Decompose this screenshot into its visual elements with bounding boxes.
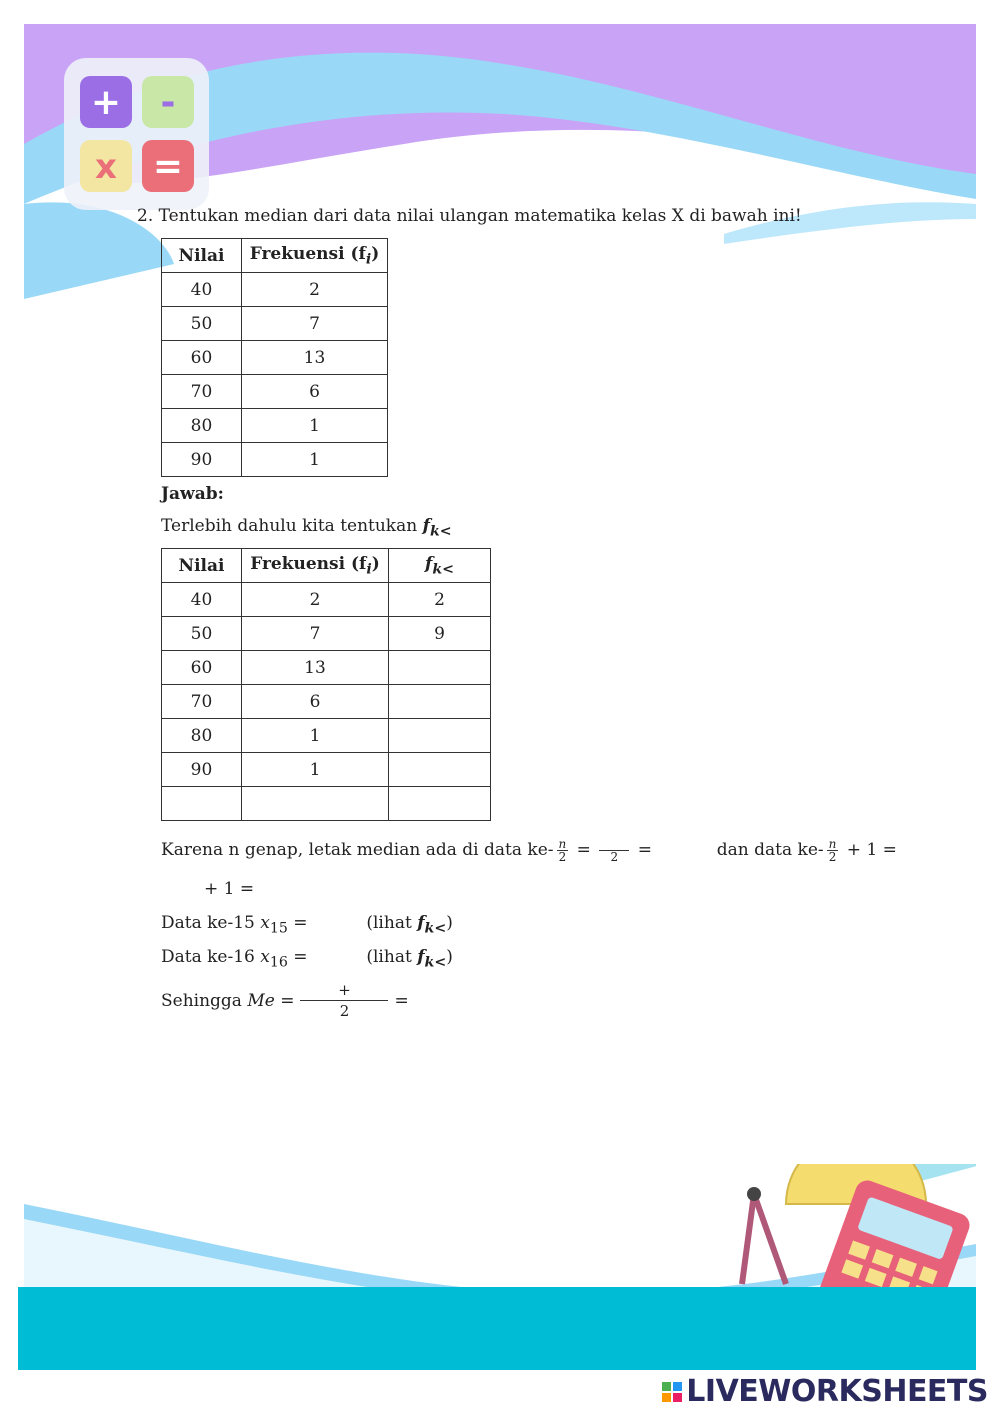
n-over-2-fraction bbox=[827, 838, 839, 863]
fk-symbol: f bbox=[417, 913, 425, 933]
table-row bbox=[162, 719, 491, 753]
question-number: 2. bbox=[137, 206, 154, 226]
median-line-mid: dan data ke- bbox=[716, 840, 824, 860]
table-row bbox=[162, 409, 388, 443]
table-cell: 2 bbox=[389, 583, 491, 617]
table-cell: 9 bbox=[389, 617, 491, 651]
column-header-frekuensi bbox=[242, 239, 388, 273]
frekuensi-label: Frekuensi (f bbox=[249, 243, 366, 264]
data-table bbox=[161, 238, 388, 477]
fk-subscript: k< bbox=[432, 561, 454, 578]
column-header-frekuensi bbox=[242, 549, 389, 583]
table-cell: 1 bbox=[242, 753, 389, 787]
question-line bbox=[137, 206, 802, 226]
table-row bbox=[162, 617, 491, 651]
frekuensi-close: ) bbox=[371, 553, 380, 574]
svg-text:-: - bbox=[160, 82, 176, 123]
fraction-denominator: 2 bbox=[558, 850, 567, 864]
table-cell: 7 bbox=[242, 307, 388, 341]
close-paren: ) bbox=[446, 913, 453, 933]
table-row bbox=[162, 341, 388, 375]
table-row bbox=[162, 443, 388, 477]
data-16-line bbox=[161, 947, 453, 970]
table-cell[interactable] bbox=[162, 787, 242, 821]
table-cell: 13 bbox=[242, 651, 389, 685]
table-cell: 1 bbox=[242, 719, 389, 753]
math-operators-icon bbox=[64, 58, 209, 210]
answer-intro-text: Terlebih dahulu kita tentukan bbox=[161, 516, 418, 536]
table-cell: 6 bbox=[242, 685, 389, 719]
median-line-prefix: Karena n genap, letak median ada di data ke- bbox=[161, 840, 554, 860]
table-cell: 80 bbox=[162, 719, 242, 753]
table-cell[interactable] bbox=[389, 719, 491, 753]
frekuensi-subscript: i bbox=[365, 251, 372, 268]
fraction-denominator: 2 bbox=[610, 850, 619, 864]
table-cell: 2 bbox=[242, 583, 389, 617]
table-cell: 70 bbox=[162, 375, 242, 409]
x-subscript-16: 16 bbox=[269, 954, 288, 971]
table-cell: 7 bbox=[242, 617, 389, 651]
frekuensi-label: Frekuensi (f bbox=[250, 553, 367, 574]
answer-intro bbox=[161, 516, 452, 539]
data-16-label: Data ke-16 bbox=[161, 947, 255, 967]
table-header-row bbox=[162, 239, 388, 273]
svg-text:=: = bbox=[152, 146, 184, 187]
table-cell: 90 bbox=[162, 443, 242, 477]
column-header-nilai: Nilai bbox=[162, 549, 242, 583]
equals-sign: = bbox=[394, 990, 409, 1011]
fk-subscript: k< bbox=[424, 920, 447, 937]
table-row bbox=[162, 273, 388, 307]
table-header-row bbox=[162, 549, 491, 583]
table-cell[interactable] bbox=[389, 787, 491, 821]
table-cell: 40 bbox=[162, 273, 242, 307]
table-row bbox=[162, 753, 491, 787]
table-cell: 80 bbox=[162, 409, 242, 443]
n-over-2-fraction bbox=[557, 838, 569, 863]
table-row bbox=[162, 787, 491, 821]
table-row bbox=[162, 685, 491, 719]
data-15-line bbox=[161, 913, 453, 936]
footer-bar bbox=[18, 1287, 976, 1370]
table-row bbox=[162, 375, 388, 409]
table-cell[interactable] bbox=[389, 651, 491, 685]
table-cell: 70 bbox=[162, 685, 242, 719]
frekuensi-close: ) bbox=[371, 243, 380, 264]
lihat-label: (lihat bbox=[366, 947, 412, 967]
fraction-numerator: n bbox=[828, 837, 837, 851]
table-cell[interactable] bbox=[242, 787, 389, 821]
table-cell: 2 bbox=[242, 273, 388, 307]
x-symbol: x bbox=[260, 947, 270, 967]
fk-symbol: f bbox=[422, 516, 430, 536]
table-cell: 1 bbox=[242, 443, 388, 477]
table-cell: 1 bbox=[242, 409, 388, 443]
brand-name: LIVEWORKSHEETS bbox=[686, 1374, 988, 1409]
fk-subscript: k< bbox=[424, 954, 447, 971]
equals-sign: = bbox=[293, 947, 308, 967]
table-row bbox=[162, 583, 491, 617]
table-row bbox=[162, 651, 491, 685]
median-result-line bbox=[161, 980, 409, 1021]
fk-subscript: k< bbox=[429, 523, 452, 540]
frekuensi-subscript: i bbox=[366, 561, 372, 578]
table-cell[interactable] bbox=[389, 753, 491, 787]
median-denominator: 2 bbox=[339, 1002, 350, 1020]
svg-text:x: x bbox=[95, 147, 117, 187]
plus-one-equals: + 1 = bbox=[846, 840, 897, 860]
brand-logo[interactable] bbox=[662, 1374, 988, 1409]
table-cell: 6 bbox=[242, 375, 388, 409]
equals-sign: = bbox=[576, 840, 591, 860]
column-header-nilai: Nilai bbox=[162, 239, 242, 273]
fk-symbol: f bbox=[417, 947, 425, 967]
table-cell: 60 bbox=[162, 651, 242, 685]
fraction-denominator: 2 bbox=[828, 850, 837, 864]
fraction-numerator: n bbox=[558, 837, 567, 851]
cumulative-table bbox=[161, 548, 491, 821]
svg-text:+: + bbox=[90, 82, 122, 123]
brand-grid-icon bbox=[662, 1382, 682, 1402]
x-symbol: x bbox=[260, 913, 270, 933]
table-cell: 13 bbox=[242, 341, 388, 375]
answer-label: Jawab: bbox=[161, 484, 224, 504]
column-header-fk bbox=[389, 549, 491, 583]
me-symbol: Me bbox=[247, 990, 275, 1011]
table-cell: 60 bbox=[162, 341, 242, 375]
table-cell[interactable] bbox=[389, 685, 491, 719]
x-subscript-15: 15 bbox=[269, 920, 288, 937]
question-text: Tentukan median dari data nilai ulangan matematika kelas X di bawah ini! bbox=[158, 206, 802, 226]
median-numerator: + bbox=[300, 980, 388, 1001]
median-fraction bbox=[300, 980, 388, 1021]
table-cell: 40 bbox=[162, 583, 242, 617]
table-cell: 50 bbox=[162, 307, 242, 341]
median-position-line bbox=[161, 838, 897, 863]
table-row bbox=[162, 307, 388, 341]
table-cell: 90 bbox=[162, 753, 242, 787]
plus-one-line: + 1 = bbox=[204, 879, 255, 899]
equals-sign: = bbox=[280, 990, 295, 1011]
equals-sign: = bbox=[637, 840, 652, 860]
close-paren: ) bbox=[446, 947, 453, 967]
data-15-label: Data ke-15 bbox=[161, 913, 255, 933]
sehingga-label: Sehingga bbox=[161, 990, 242, 1011]
lihat-label: (lihat bbox=[366, 913, 412, 933]
table-cell: 50 bbox=[162, 617, 242, 651]
equals-sign: = bbox=[293, 913, 308, 933]
fk-symbol: f bbox=[425, 553, 433, 574]
blank-fraction[interactable] bbox=[599, 838, 629, 863]
